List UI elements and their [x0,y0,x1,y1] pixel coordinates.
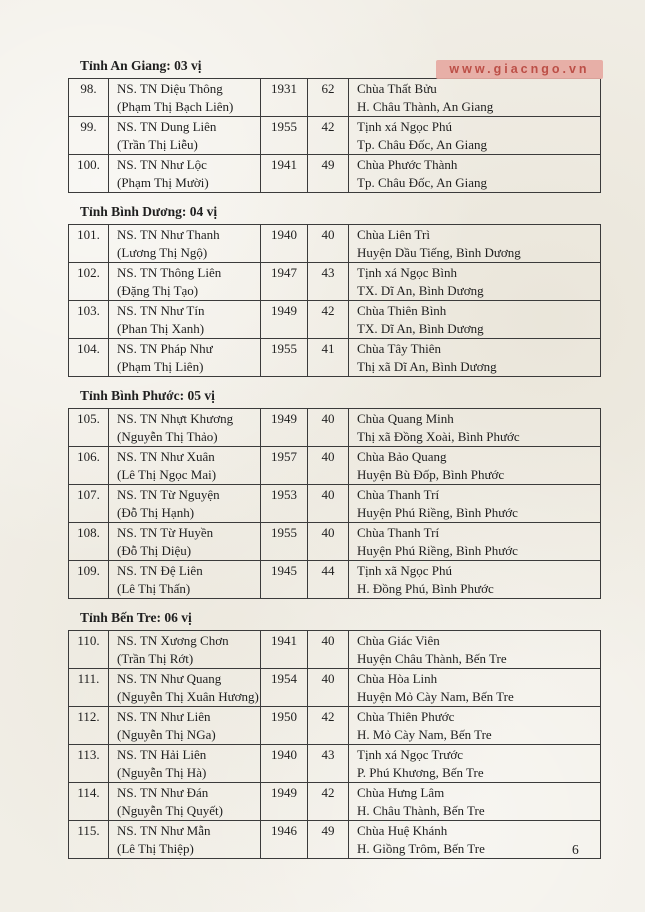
birth-year: 1946 [271,823,297,838]
cell-birth-year [261,263,308,301]
dharma-name: NS. TN Như Quang [117,671,222,686]
dharma-name: NS. TN Như Xuân [117,449,215,464]
cell-temple [349,561,601,599]
years-value: 43 [321,747,335,762]
temple-address: Thị xã Đồng Xoài, Bình Phước [357,429,520,444]
dharma-name: NS. TN Diệu Thông [117,81,223,96]
ordinal-number: 105. [77,411,100,426]
temple-address: Huyện Bù Đốp, Bình Phước [357,467,505,482]
cell-birth-year [261,79,308,117]
cell-birth-year [261,707,308,745]
temple-address: Huyện Châu Thành, Bến Tre [357,651,507,666]
dharma-name: NS. TN Thông Liên [117,265,222,280]
years-value: 42 [321,303,335,318]
ordinal-number: 106. [77,449,100,464]
birth-name: (Lê Thị Thiệp) [117,841,194,856]
temple-name: Chùa Hòa Linh [357,671,438,686]
temple-name: Chùa Thiên Bình [357,303,447,318]
cell-birth-year [261,561,308,599]
cell-temple [349,631,601,669]
table-row [69,783,601,821]
table-row [69,561,601,599]
dharma-name: NS. TN Như Mẫn [117,823,211,838]
cell-temple [349,707,601,745]
cell-birth-year [261,821,308,859]
cell-temple [349,783,601,821]
dharma-name: NS. TN Như Liên [117,709,211,724]
table-row [69,485,601,523]
cell-ordinal [69,409,109,447]
temple-name: Chùa Bảo Quang [357,449,447,464]
years-value: 40 [321,671,335,686]
table-row [69,79,601,117]
province-section [68,609,601,859]
cell-birth-year [261,155,308,193]
page-number: 6 [572,842,579,857]
ordinal-number: 103. [77,303,100,318]
cell-name [109,745,261,783]
birth-name: (Nguyễn Thị Hà) [117,765,207,780]
birth-year: 1955 [271,341,297,356]
temple-address: H. Châu Thành, An Giang [357,99,494,114]
dharma-name: NS. TN Dung Liên [117,119,217,134]
dharma-name: NS. TN Hải Liên [117,747,207,762]
cell-ordinal [69,561,109,599]
cell-name [109,485,261,523]
temple-name: Tịnh xá Ngọc Phú [357,119,452,134]
cell-name [109,783,261,821]
cell-years [308,707,349,745]
temple-address: TX. Dĩ An, Bình Dương [357,321,484,336]
province-section [68,387,601,599]
cell-birth-year [261,783,308,821]
cell-temple [349,523,601,561]
temple-address: Thị xã Dĩ An, Bình Dương [357,359,497,374]
birth-name: (Nguyễn Thị Thảo) [117,429,218,444]
cell-ordinal [69,79,109,117]
temple-name: Tịnh xã Ngọc Phú [357,563,452,578]
cell-birth-year [261,117,308,155]
temple-address: Huyện Mỏ Cày Nam, Bến Tre [357,689,514,704]
dharma-name: NS. TN Xương Chơn [117,633,229,648]
ordinal-number: 98. [80,81,97,96]
cell-years [308,783,349,821]
years-value: 49 [321,157,335,172]
cell-ordinal [69,485,109,523]
sections-container [68,57,601,869]
cell-ordinal [69,155,109,193]
ordinal-number: 114. [77,785,100,800]
birth-name: (Phạm Thị Mười) [117,175,209,190]
years-value: 42 [321,119,335,134]
cell-birth-year [261,447,308,485]
cell-name [109,821,261,859]
cell-years [308,409,349,447]
cell-years [308,225,349,263]
cell-temple [349,301,601,339]
dharma-name: NS. TN Đệ Liên [117,563,203,578]
dharma-name: NS. TN Như Thanh [117,227,220,242]
years-value: 40 [321,633,335,648]
birth-name: (Đỗ Thị Hạnh) [117,505,195,520]
temple-name: Tịnh xá Ngọc Bình [357,265,458,280]
table-row [69,301,601,339]
temple-name: Chùa Liên Trì [357,227,430,242]
cell-ordinal [69,117,109,155]
birth-year: 1941 [271,157,297,172]
temple-address: H. Châu Thành, Bến Tre [357,803,485,818]
cell-temple [349,485,601,523]
table-row [69,225,601,263]
birth-year: 1957 [271,449,297,464]
birth-year: 1931 [271,81,297,96]
cell-name [109,339,261,377]
years-value: 40 [321,411,335,426]
dharma-name: NS. TN Như Tín [117,303,205,318]
ordinal-number: 100. [77,157,100,172]
birth-name: (Nguyễn Thị Xuân Hương) [117,689,259,704]
cell-ordinal [69,263,109,301]
temple-address: Huyện Dầu Tiếng, Bình Dương [357,245,521,260]
cell-temple [349,669,601,707]
section-title: Tỉnh An Giang: 03 vị [80,58,202,73]
temple-name: Chùa Hưng Lâm [357,785,445,800]
birth-name: (Phan Thị Xanh) [117,321,205,336]
cell-birth-year [261,225,308,263]
birth-year: 1955 [271,119,297,134]
cell-years [308,745,349,783]
years-value: 40 [321,525,335,540]
ordinal-number: 99. [80,119,97,134]
roster-table-body [69,225,601,377]
cell-ordinal [69,707,109,745]
cell-temple [349,447,601,485]
years-value: 44 [321,563,335,578]
birth-year: 1949 [271,303,297,318]
temple-address: P. Phú Khương, Bến Tre [357,765,484,780]
cell-ordinal [69,339,109,377]
temple-name: Chùa Thanh Trí [357,487,440,502]
dharma-name: NS. TN Từ Nguyện [117,487,220,502]
section-title: Tỉnh Bình Phước: 05 vị [80,388,215,403]
temple-name: Chùa Thiên Phước [357,709,455,724]
cell-ordinal [69,821,109,859]
birth-year: 1945 [271,563,297,578]
temple-name: Chùa Huệ Khánh [357,823,448,838]
birth-year: 1953 [271,487,297,502]
cell-years [308,631,349,669]
birth-name: (Trần Thị Rớt) [117,651,194,666]
cell-temple [349,117,601,155]
years-value: 43 [321,265,335,280]
table-row [69,669,601,707]
ordinal-number: 115. [77,823,100,838]
cell-years [308,155,349,193]
temple-name: Chùa Thanh Trí [357,525,440,540]
ordinal-number: 113. [77,747,100,762]
roster-table [68,224,601,377]
temple-name: Chùa Quang Minh [357,411,454,426]
birth-year: 1954 [271,671,297,686]
years-value: 49 [321,823,335,838]
cell-temple [349,745,601,783]
section-title: Tỉnh Bến Tre: 06 vị [80,610,192,625]
table-row [69,523,601,561]
cell-birth-year [261,409,308,447]
cell-years [308,301,349,339]
section-title: Tỉnh Bình Dương: 04 vị [80,204,218,219]
ordinal-number: 112. [77,709,100,724]
years-value: 42 [321,785,335,800]
years-value: 40 [321,449,335,464]
years-value: 62 [321,81,335,96]
cell-ordinal [69,631,109,669]
ordinal-number: 109. [77,563,100,578]
ordinal-number: 101. [77,227,100,242]
birth-name: (Lương Thị Ngộ) [117,245,208,260]
temple-name: Chùa Giác Viên [357,633,440,648]
roster-table-body [69,631,601,859]
temple-address: H. Đồng Phú, Bình Phước [357,581,494,596]
birth-year: 1949 [271,785,297,800]
birth-name: (Đặng Thị Tạo) [117,283,199,298]
temple-name: Tịnh xá Ngọc Trước [357,747,463,762]
birth-name: (Lê Thị Thấn) [117,581,191,596]
cell-ordinal [69,745,109,783]
table-row [69,155,601,193]
cell-ordinal [69,783,109,821]
birth-name: (Trần Thị Liễu) [117,137,198,152]
cell-name [109,707,261,745]
temple-name: Chùa Thất Bửu [357,81,437,96]
dharma-name: NS. TN Nhựt Khương [117,411,234,426]
cell-birth-year [261,523,308,561]
table-row [69,745,601,783]
table-row [69,339,601,377]
cell-years [308,523,349,561]
dharma-name: NS. TN Như Đán [117,785,209,800]
cell-years [308,447,349,485]
cell-name [109,79,261,117]
table-row [69,631,601,669]
birth-year: 1950 [271,709,297,724]
temple-address: Huyện Phú Riềng, Bình Phước [357,543,518,558]
cell-name [109,561,261,599]
ordinal-number: 104. [77,341,100,356]
temple-address: TX. Dĩ An, Bình Dương [357,283,484,298]
years-value: 42 [321,709,335,724]
temple-name: Chùa Tây Thiên [357,341,442,356]
dharma-name: NS. TN Từ Huyền [117,525,214,540]
cell-name [109,409,261,447]
table-row [69,263,601,301]
temple-address: Huyện Phú Riềng, Bình Phước [357,505,518,520]
birth-year: 1940 [271,747,297,762]
temple-address: H. Mỏ Cày Nam, Bến Tre [357,727,492,742]
cell-birth-year [261,339,308,377]
cell-name [109,669,261,707]
dharma-name: NS. TN Như Lộc [117,157,207,172]
dharma-name: NS. TN Pháp Như [117,341,213,356]
ordinal-number: 111. [77,671,100,686]
birth-year: 1941 [271,633,297,648]
temple-address: H. Giồng Trôm, Bến Tre [357,841,485,856]
cell-ordinal [69,225,109,263]
cell-birth-year [261,301,308,339]
ordinal-number: 110. [77,633,100,648]
birth-name: (Phạm Thị Bạch Liên) [117,99,234,114]
cell-name [109,225,261,263]
temple-address: Tp. Châu Đốc, An Giang [357,137,487,152]
cell-temple [349,155,601,193]
years-value: 40 [321,227,335,242]
roster-table [68,408,601,599]
birth-name: (Nguyễn Thị NGa) [117,727,216,742]
cell-ordinal [69,447,109,485]
birth-name: (Đỗ Thị Diệu) [117,543,192,558]
years-value: 41 [321,341,335,356]
birth-name: (Phạm Thị Liên) [117,359,204,374]
birth-year: 1947 [271,265,297,280]
years-value: 40 [321,487,335,502]
cell-years [308,339,349,377]
cell-ordinal [69,301,109,339]
cell-years [308,485,349,523]
cell-years [308,117,349,155]
cell-birth-year [261,631,308,669]
birth-name: (Lê Thị Ngọc Mai) [117,467,217,482]
ordinal-number: 108. [77,525,100,540]
watermark-badge: www.giacngo.vn [436,60,603,79]
cell-temple [349,409,601,447]
temple-name: Chùa Phước Thành [357,157,458,172]
cell-ordinal [69,523,109,561]
ordinal-number: 102. [77,265,100,280]
birth-year: 1949 [271,411,297,426]
cell-years [308,561,349,599]
province-section [68,203,601,377]
cell-name [109,301,261,339]
roster-table [68,630,601,859]
cell-temple [349,225,601,263]
cell-name [109,117,261,155]
ordinal-number: 107. [77,487,100,502]
cell-years [308,821,349,859]
cell-ordinal [69,669,109,707]
cell-temple [349,339,601,377]
cell-years [308,79,349,117]
roster-table-body [69,409,601,599]
temple-address: Tp. Châu Đốc, An Giang [357,175,487,190]
cell-name [109,523,261,561]
cell-name [109,631,261,669]
table-row [69,447,601,485]
cell-temple [349,821,601,859]
cell-name [109,155,261,193]
birth-name: (Nguyễn Thị Quyết) [117,803,223,818]
roster-table [68,78,601,193]
cell-birth-year [261,669,308,707]
table-row [69,117,601,155]
cell-temple [349,79,601,117]
cell-name [109,447,261,485]
cell-temple [349,263,601,301]
birth-year: 1940 [271,227,297,242]
cell-birth-year [261,485,308,523]
roster-table-body [69,79,601,193]
birth-year: 1955 [271,525,297,540]
cell-name [109,263,261,301]
cell-birth-year [261,745,308,783]
table-row [69,409,601,447]
table-row [69,707,601,745]
table-row [69,821,601,859]
cell-years [308,263,349,301]
cell-years [308,669,349,707]
